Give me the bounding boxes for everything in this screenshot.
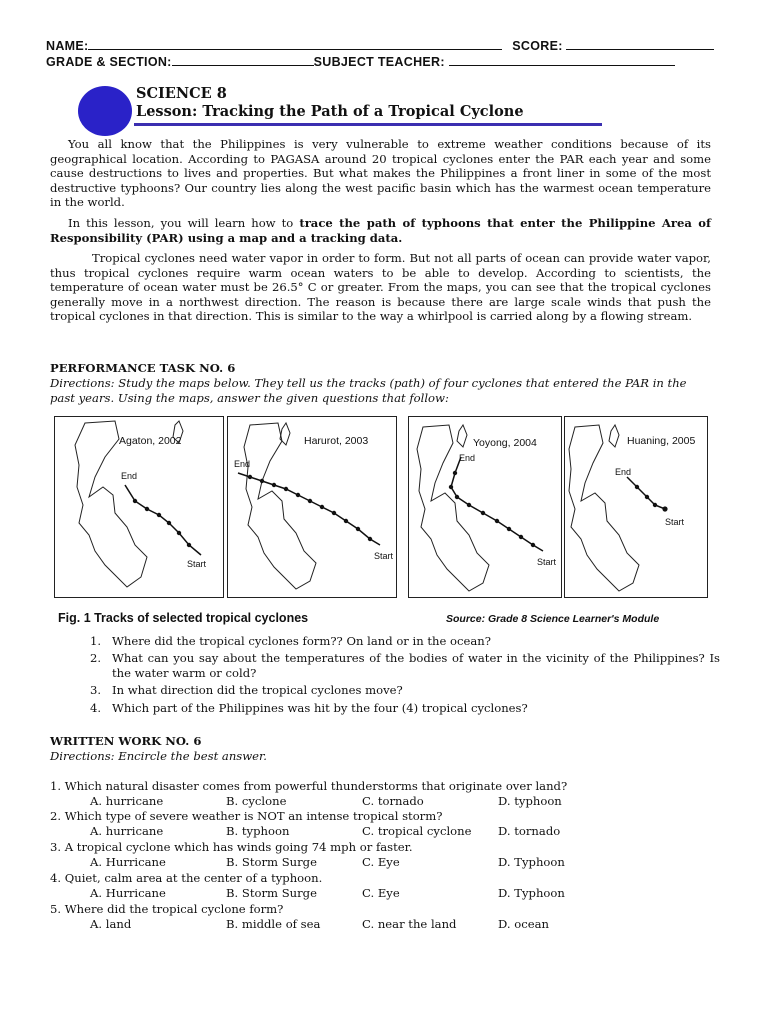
question-4-text: Which part of the Philippines was hit by the four (4) tropical cyclones? (112, 701, 528, 715)
question-2 (50, 651, 720, 683)
mc-item-3 (50, 840, 730, 870)
mc-item-5 (50, 902, 730, 932)
mc-1-question: 1. Which natural disaster comes from powerful thunderstorms that originate over land? (50, 779, 568, 793)
intro-p1-text: You all know that the Philippines is very vulnerable to extreme weather conditions because of its geographical location. According to PAGASA around 20 tropical cyclones enter the PAR each year and some cause destructions to lives and properties. But what makes the Philippines a front liner in some of the most destructive typhoons? Our country lies along the west pacific basin which has the warmest ocean temperature in the world. (50, 137, 711, 210)
name-blank[interactable] (88, 38, 502, 50)
intro-p3-text: Tropical cyclones need water vapor in order to form. But not all parts of ocean can provide water vapor, thus tropical cyclones require warm ocean waters to be able to develop. According to scientists, the temperature of ocean water must be 26.5° C or greater. From the maps, you can see that the tropical cyclones generally move in a northwest direction. The reason is because there are large scale winds that push the tropical cyclones in that direction. This is similar to the way a whirlpool is carried along by a flowing stream. (50, 251, 711, 324)
map-yoyong-start: Start (537, 557, 557, 567)
name-line (46, 38, 726, 53)
question-3-num: 3. (90, 683, 102, 697)
mc-1-option-b[interactable]: B. cyclone (226, 794, 287, 808)
intro-paragraph-1 (50, 137, 711, 210)
fig-caption: Fig. 1 Tracks of selected tropical cyclones (58, 611, 309, 625)
map-yoyong-end: End (459, 453, 476, 463)
mc-4-option-a[interactable]: A. Hurricane (90, 886, 166, 900)
mc-1-option-c[interactable]: C. tornado (362, 794, 424, 808)
map-yoyong-points (449, 471, 535, 547)
grade-label: GRADE & SECTION: (46, 55, 172, 69)
map-harurot (227, 416, 397, 598)
mc-2-question: 2. Which type of severe weather is NOT an intense tropical storm? (50, 809, 443, 823)
mc-2-option-d[interactable]: D. tornado (498, 824, 561, 838)
map-agaton-title: Agaton, 2002 (119, 435, 182, 447)
mc-3-option-b[interactable]: B. Storm Surge (226, 855, 317, 869)
grade-line (46, 54, 726, 69)
mc-2-option-c[interactable]: C. tropical cyclone (362, 824, 472, 838)
map-huaning (564, 416, 708, 598)
map-yoyong-track (451, 457, 543, 551)
intro-p2-text: In this lesson, you will learn how to (68, 216, 300, 230)
mc-5-option-d[interactable]: D. ocean (498, 917, 549, 931)
map-yoyong-title: Yoyong, 2004 (473, 437, 537, 449)
map-agaton (54, 416, 224, 598)
map-agaton-start: Start (187, 559, 207, 569)
mc-5-option-b[interactable]: B. middle of sea (226, 917, 321, 931)
map-harurot-end: End (234, 459, 251, 469)
task-heading: PERFORMANCE TASK NO. 6 (50, 361, 236, 375)
map-yoyong-land (417, 425, 489, 591)
mc-item-2 (50, 809, 730, 839)
question-1-num: 1. (90, 634, 102, 648)
written-directions: Directions: Encircle the best answer. (50, 749, 267, 763)
map-huaning-taiwan (609, 425, 619, 447)
map-huaning-end: End (615, 467, 632, 477)
map-harurot-land (244, 423, 316, 589)
question-3 (50, 683, 720, 701)
map-harurot-points (248, 475, 372, 541)
map-yoyong-taiwan (457, 425, 467, 447)
question-2-num: 2. (90, 651, 102, 665)
teacher-blank[interactable] (449, 54, 675, 66)
fig-source: Source: Grade 8 Science Learner's Module (446, 613, 660, 625)
question-3-text: In what direction did the tropical cyclones move? (112, 683, 403, 697)
mc-3-option-d[interactable]: D. Typhoon (498, 855, 565, 869)
question-1 (50, 634, 720, 651)
mc-2-option-b[interactable]: B. typhoon (226, 824, 290, 838)
title-rule (134, 123, 602, 126)
name-label: NAME: (46, 39, 89, 53)
mc-item-1 (50, 779, 730, 809)
teacher-label: SUBJECT TEACHER: (313, 55, 445, 69)
subject-title: SCIENCE 8 (136, 85, 227, 102)
intro-p2-bold: trace the path of typhoons that enter the Philippine Area of Responsibility (PAR) using a map and a tracking data. (50, 216, 711, 245)
map-harurot-track (238, 473, 380, 545)
question-1-text: Where did the tropical cyclones form?? On land or in the ocean? (112, 634, 491, 648)
mc-3-question: 3. A tropical cyclone which has winds going 74 mph or faster. (50, 840, 413, 854)
lesson-title: Lesson: Tracking the Path of a Tropical Cyclone (136, 103, 524, 120)
mc-2-option-a[interactable]: A. hurricane (90, 824, 164, 838)
intro-paragraph-2 (50, 216, 711, 245)
mc-4-option-c[interactable]: C. Eye (362, 886, 400, 900)
mc-3-option-a[interactable]: A. Hurricane (90, 855, 166, 869)
question-4 (50, 701, 720, 718)
grade-blank[interactable] (172, 54, 314, 66)
mc-4-option-d[interactable]: D. Typhoon (498, 886, 565, 900)
mc-5-option-a[interactable]: A. land (90, 917, 132, 931)
map-huaning-track (627, 477, 665, 509)
mc-4-option-b[interactable]: B. Storm Surge (226, 886, 317, 900)
written-heading: WRITTEN WORK NO. 6 (50, 734, 202, 748)
mc-1-option-a[interactable]: A. hurricane (90, 794, 164, 808)
task-directions: Directions: Study the maps below. They tell us the tracks (path) of four cyclones that entered the PAR in the past years. Using the maps, answer the given questions that follow: (50, 376, 687, 405)
mc-4-question: 4. Quiet, calm area at the center of a typhoon. (50, 871, 323, 885)
mc-5-question: 5. Where did the tropical cyclone form? (50, 902, 284, 916)
question-2-text: What can you say about the temperatures of the bodies of water in the vicinity of the Philippines? Is the water warm or cold? (112, 651, 720, 680)
map-yoyong (408, 416, 562, 598)
score-blank[interactable] (566, 38, 714, 50)
map-huaning-start: Start (665, 517, 685, 527)
score-label: SCORE: (512, 39, 563, 53)
map-huaning-land (569, 425, 639, 591)
map-huaning-title: Huaning, 2005 (627, 435, 696, 447)
mc-item-4 (50, 871, 730, 901)
map-agaton-end: End (121, 471, 138, 481)
mc-1-option-d[interactable]: D. typhoon (498, 794, 562, 808)
task-questions (50, 634, 720, 718)
question-4-num: 4. (90, 701, 102, 715)
mc-3-option-c[interactable]: C. Eye (362, 855, 400, 869)
mc-5-option-c[interactable]: C. near the land (362, 917, 457, 931)
map-harurot-title: Harurot, 2003 (304, 435, 369, 447)
map-harurot-start: Start (374, 551, 394, 561)
intro-paragraph-3 (50, 251, 711, 324)
title-circle (78, 86, 132, 136)
